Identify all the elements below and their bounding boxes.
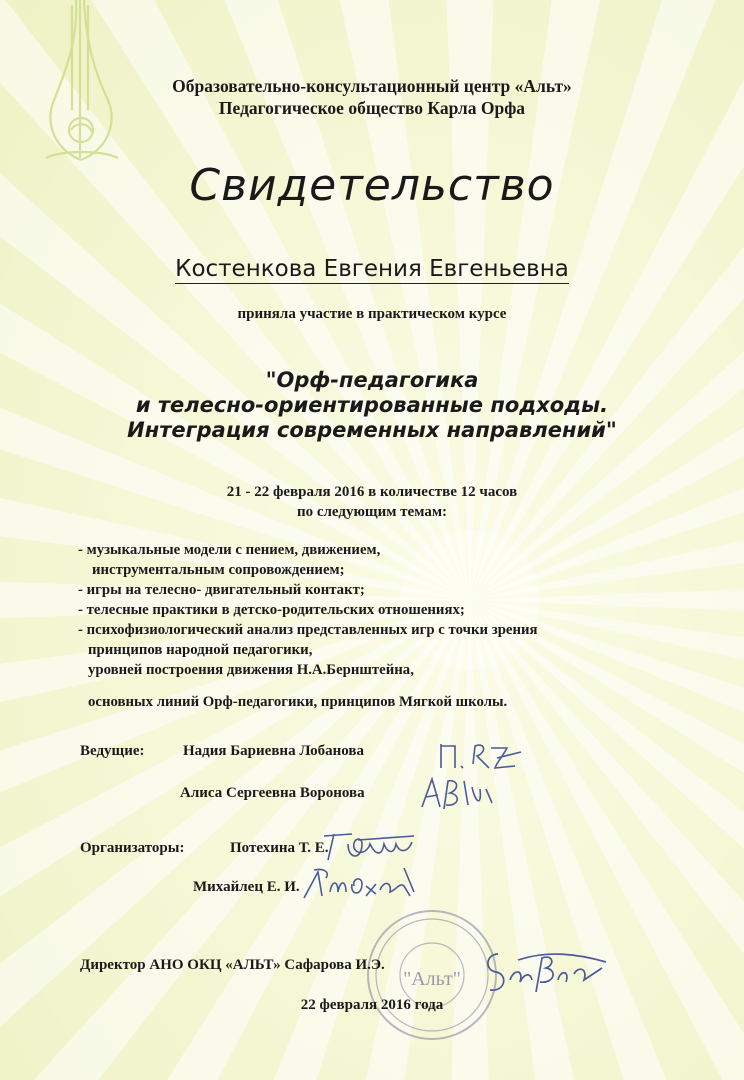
topic-item: - психофизиологический анализ представленных игр с точки зрения	[78, 622, 538, 638]
organization-name: Образовательно-консультационный центр «Альт»	[172, 76, 572, 96]
certificate-title: Свидетельство	[189, 160, 555, 211]
topics-list	[78, 540, 678, 712]
course-title	[0, 368, 744, 443]
society-name: Педагогическое общество Карла Орфа	[218, 98, 526, 118]
topic-item: принципов народной педагогики,	[88, 642, 313, 658]
course-title-line1: "Орф-педагогика	[265, 368, 479, 392]
leader1-signature-icon	[435, 738, 525, 778]
topics-intro: по следующим темам:	[296, 504, 448, 520]
director-line: Директор АНО ОКЦ «АЛЬТ» Сафарова И.Э.	[80, 957, 385, 973]
topic-item: уровней построения движения Н.А.Бернштейна,	[88, 662, 414, 678]
course-title-line3: Интеграция современных направлений"	[127, 418, 617, 442]
course-title-line2: и телесно-ориентированные подходы.	[135, 393, 609, 417]
topic-item: основных линий Орф-педагогики, принципов Мягкой школы.	[88, 694, 508, 710]
organizer-name: Потехина Т. Е.	[230, 840, 329, 856]
course-schedule	[0, 482, 744, 522]
topic-item: - игры на телесно- двигательный контакт;	[78, 582, 365, 598]
leader-name: Алиса Сергеевна Воронова	[180, 785, 365, 801]
organizer1-signature-icon	[318, 826, 418, 866]
stamp-text: "Альт"	[403, 968, 461, 990]
director-signature-icon	[478, 940, 608, 1012]
recipient-name-text: Костенкова Евгения Евгеньевна	[175, 256, 569, 282]
organizers-label: Организаторы:	[80, 840, 185, 856]
leader-name: Надия Бариевна Лобанова	[183, 743, 364, 759]
topic-item: - телесные практики в детско-родительских отношениях;	[78, 602, 465, 618]
leader2-signature-icon	[418, 775, 498, 815]
organizer-name: Михайлец Е. И.	[193, 879, 300, 895]
topic-item: - музыкальные модели с пением, движением,	[78, 542, 381, 558]
organizer2-signature-icon	[300, 862, 420, 906]
recipient-name	[0, 256, 744, 282]
participation-text: приняла участие в практическом курсе	[237, 306, 507, 322]
topic-item: инструментальным сопровождением;	[92, 562, 345, 578]
leaders-label: Ведущие:	[80, 743, 145, 759]
course-dates: 21 - 22 февраля 2016 в количестве 12 часов	[226, 484, 518, 500]
issue-date: 22 февраля 2016 года	[300, 997, 444, 1013]
